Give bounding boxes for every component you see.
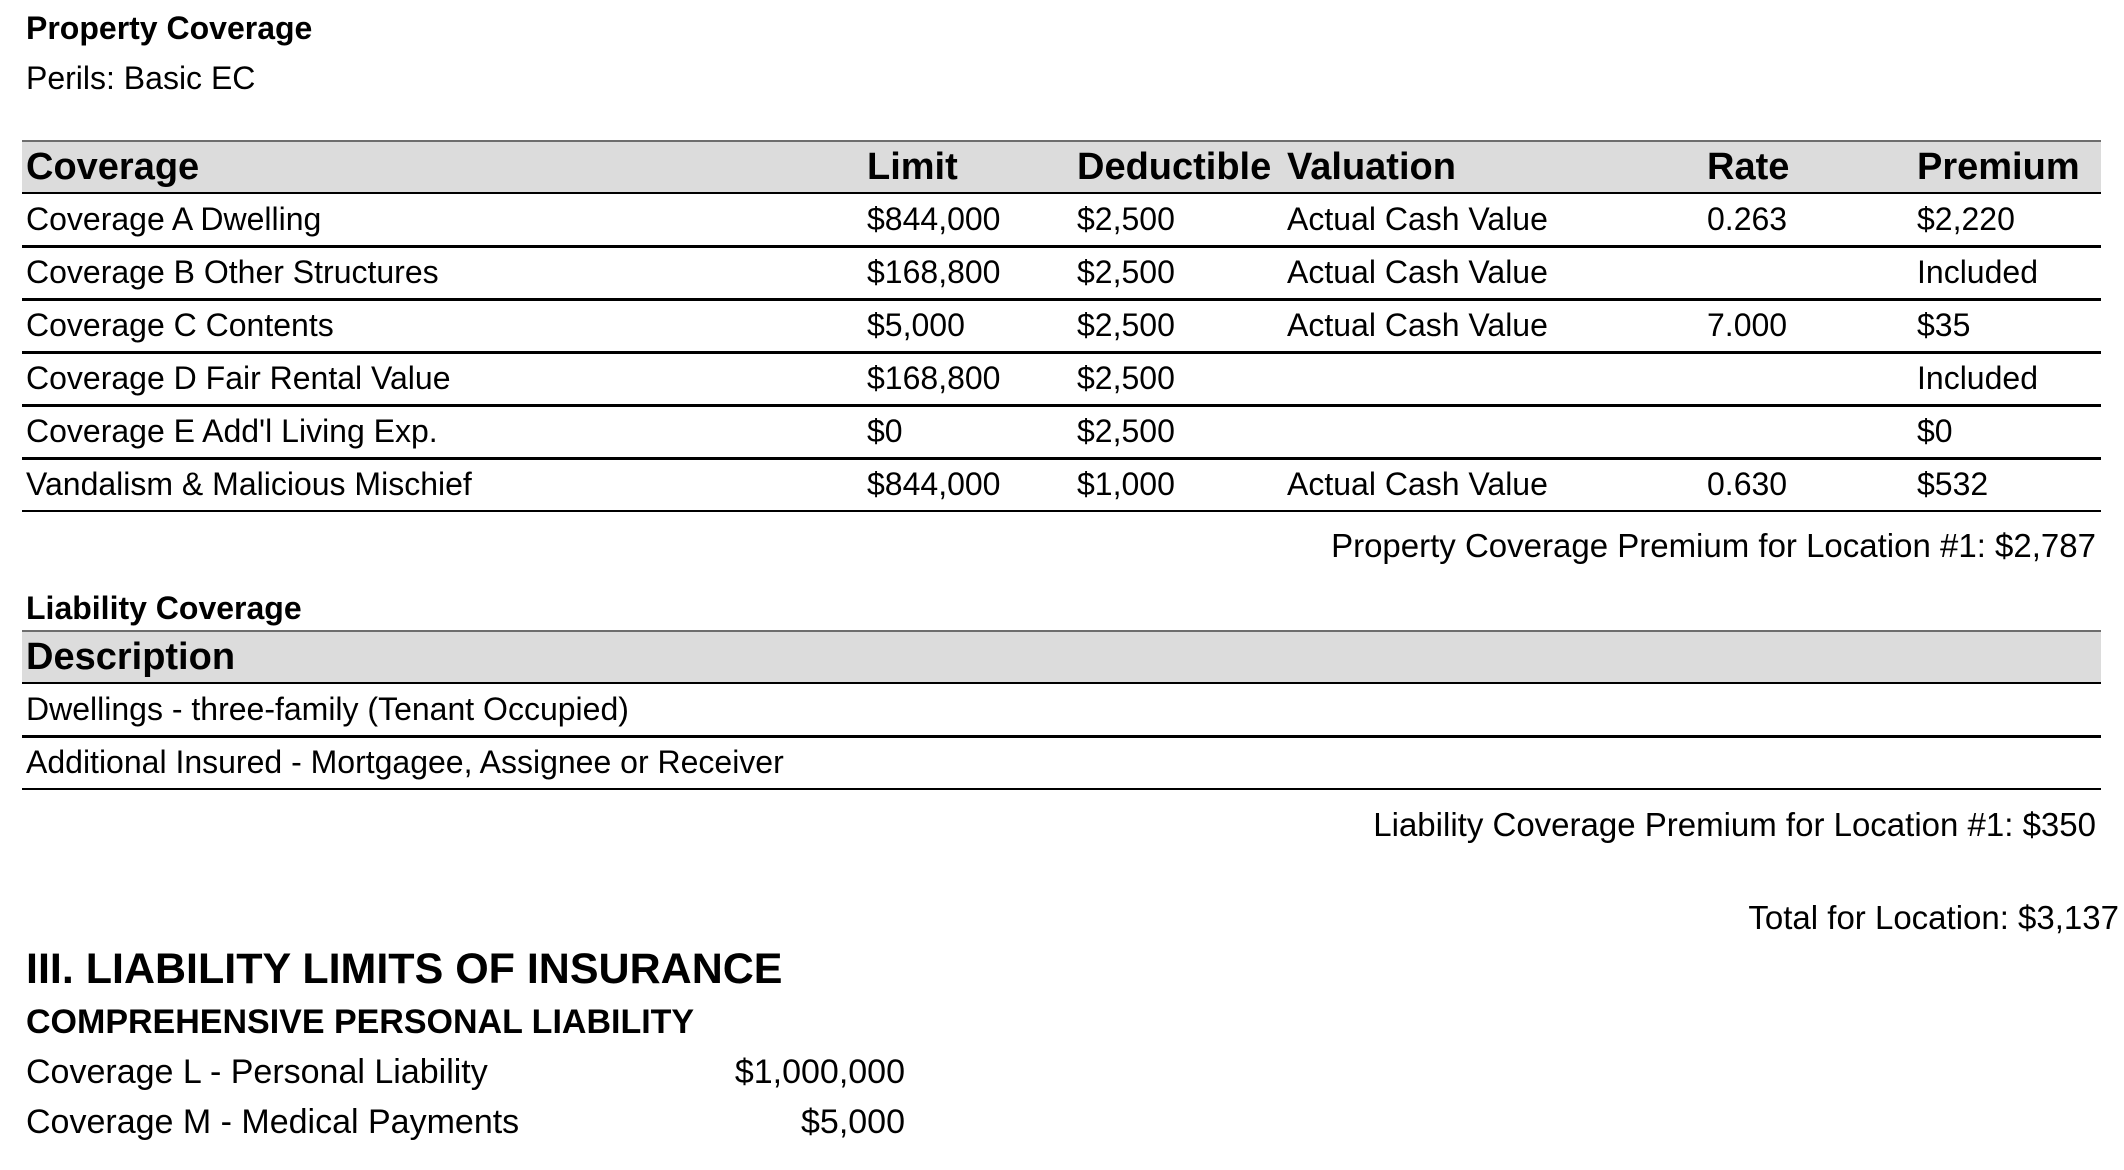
cell-deductible: $2,500 — [1073, 246, 1283, 299]
header-premium: Premium — [1913, 141, 2101, 193]
table-row — [22, 405, 2101, 458]
perils-text: Perils: Basic EC — [26, 60, 256, 96]
table-row — [22, 246, 2101, 299]
cell-coverage: Vandalism & Malicious Mischief — [22, 458, 863, 511]
limit-label-personal-liability: Coverage L - Personal Liability — [26, 1053, 488, 1091]
cell-coverage: Coverage E Add'l Living Exp. — [22, 405, 863, 458]
cell-coverage: Coverage D Fair Rental Value — [22, 352, 863, 405]
cell-coverage: Coverage C Contents — [22, 299, 863, 352]
cell-premium: $2,220 — [1913, 193, 2101, 246]
cell-valuation — [1283, 405, 1703, 458]
liability-limits-heading: III. LIABILITY LIMITS OF INSURANCE — [26, 945, 783, 993]
limit-value-medical-payments: $5,000 — [801, 1103, 905, 1141]
limit-value-personal-liability: $1,000,000 — [734, 1053, 905, 1091]
cell-description: Dwellings - three-family (Tenant Occupied) — [22, 683, 2101, 736]
cell-premium: $35 — [1913, 299, 2101, 352]
limit-label-medical-payments: Coverage M - Medical Payments — [26, 1103, 520, 1141]
header-rate: Rate — [1703, 141, 1913, 193]
header-deductible: Deductible — [1073, 141, 1283, 193]
cell-rate — [1703, 246, 1913, 299]
cell-premium: Included — [1913, 352, 2101, 405]
property-table-header — [22, 141, 2101, 193]
cell-coverage: Coverage A Dwelling — [22, 193, 863, 246]
property-premium-summary: Property Coverage Premium for Location #1: $2,787 — [1331, 527, 2096, 564]
liability-coverage-table — [22, 630, 2101, 790]
cell-valuation: Actual Cash Value — [1283, 246, 1703, 299]
cell-rate: 0.630 — [1703, 458, 1913, 511]
header-limit: Limit — [863, 141, 1073, 193]
cell-premium: $532 — [1913, 458, 2101, 511]
cell-rate — [1703, 352, 1913, 405]
cell-valuation: Actual Cash Value — [1283, 299, 1703, 352]
location-total: Total for Location: $3,137 — [1748, 899, 2119, 936]
cell-rate: 0.263 — [1703, 193, 1913, 246]
cell-deductible: $2,500 — [1073, 193, 1283, 246]
cell-limit: $844,000 — [863, 193, 1073, 246]
cell-valuation: Actual Cash Value — [1283, 458, 1703, 511]
table-row — [22, 352, 2101, 405]
table-row — [22, 736, 2101, 789]
cell-limit: $168,800 — [863, 246, 1073, 299]
cell-coverage: Coverage B Other Structures — [22, 246, 863, 299]
table-row — [22, 458, 2101, 511]
comprehensive-liability-subheading: COMPREHENSIVE PERSONAL LIABILITY — [26, 1003, 695, 1041]
cell-limit: $844,000 — [863, 458, 1073, 511]
cell-limit: $168,800 — [863, 352, 1073, 405]
property-coverage-title: Property Coverage — [26, 10, 313, 46]
cell-limit: $0 — [863, 405, 1073, 458]
cell-description: Additional Insured - Mortgagee, Assignee or Receiver — [22, 736, 2101, 789]
liability-coverage-title: Liability Coverage — [26, 590, 302, 626]
table-row — [22, 683, 2101, 736]
cell-limit: $5,000 — [863, 299, 1073, 352]
liability-premium-summary: Liability Coverage Premium for Location #1: $350 — [1373, 806, 2096, 843]
cell-premium: Included — [1913, 246, 2101, 299]
header-coverage: Coverage — [22, 141, 863, 193]
cell-valuation: Actual Cash Value — [1283, 193, 1703, 246]
header-description: Description — [22, 631, 2101, 683]
cell-rate: 7.000 — [1703, 299, 1913, 352]
cell-deductible: $1,000 — [1073, 458, 1283, 511]
table-row — [22, 193, 2101, 246]
property-coverage-table — [22, 140, 2101, 512]
cell-deductible: $2,500 — [1073, 405, 1283, 458]
cell-premium: $0 — [1913, 405, 2101, 458]
cell-deductible: $2,500 — [1073, 352, 1283, 405]
cell-valuation — [1283, 352, 1703, 405]
cell-rate — [1703, 405, 1913, 458]
liability-table-header — [22, 631, 2101, 683]
cell-deductible: $2,500 — [1073, 299, 1283, 352]
header-valuation: Valuation — [1283, 141, 1703, 193]
table-row — [22, 299, 2101, 352]
